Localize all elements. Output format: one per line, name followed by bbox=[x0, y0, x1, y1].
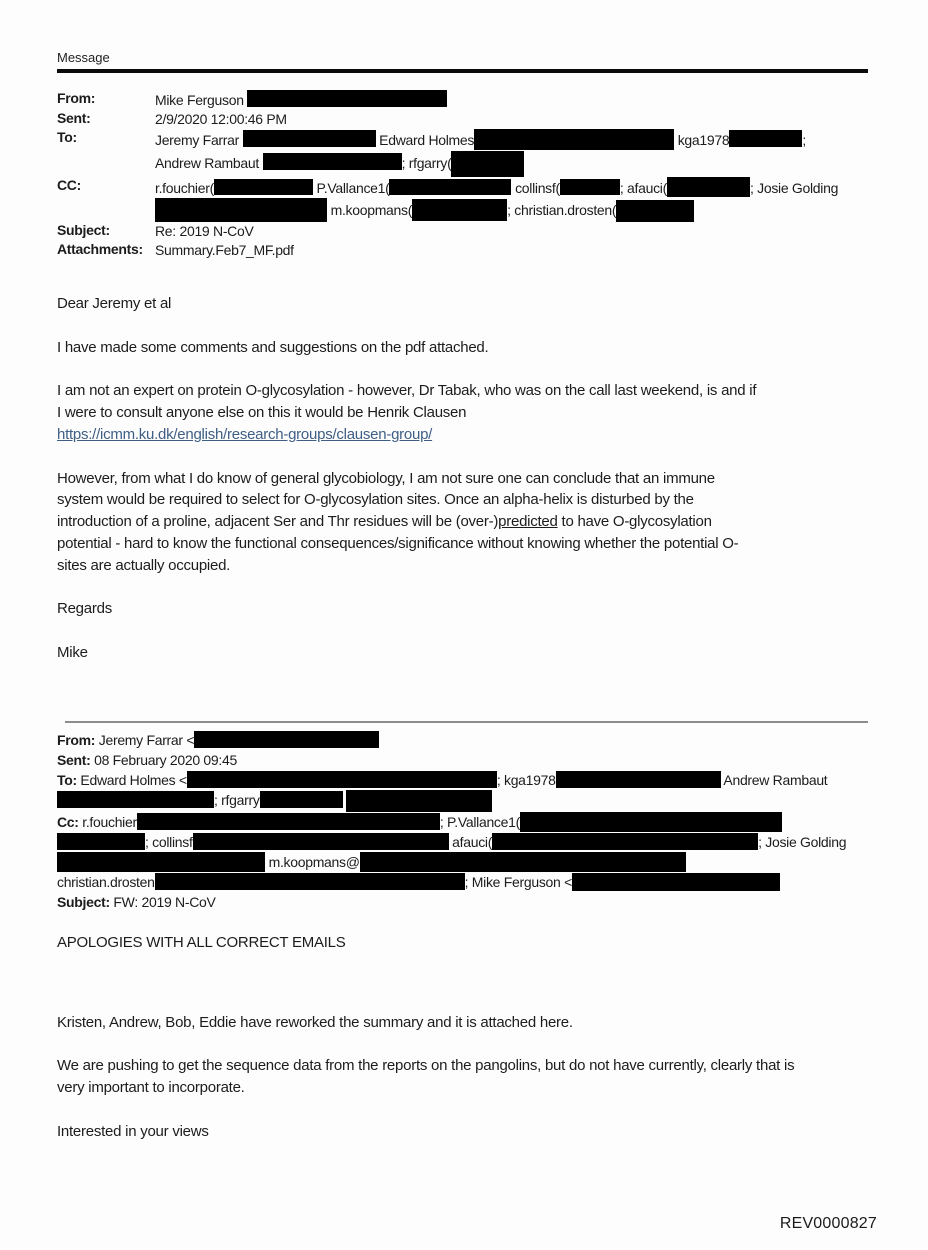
text-segment: ; afauci( bbox=[619, 179, 667, 196]
email1-paragraph-3 bbox=[57, 468, 868, 577]
redaction-bar bbox=[260, 791, 343, 808]
text-segment: I am not an expert on protein O-glycosylation - however, Dr Tabak, who was on the call last weekend, is and if bbox=[57, 382, 757, 400]
text-segment: FW: 2019 N-CoV bbox=[113, 893, 216, 910]
text-segment: Andrew Rambaut bbox=[155, 154, 263, 171]
text-segment: potential - hard to know the functional consequences/significance without knowing whether the potential O- bbox=[57, 534, 739, 552]
redaction-bar bbox=[556, 771, 721, 788]
message-header-rule bbox=[57, 69, 868, 73]
text-segment: Summary.Feb7_MF.pdf bbox=[155, 242, 294, 259]
text-line bbox=[57, 892, 868, 912]
header-field-value bbox=[155, 241, 868, 260]
header-row bbox=[57, 222, 868, 241]
email1-paragraph-1 bbox=[57, 337, 868, 359]
redaction-bar bbox=[616, 200, 694, 222]
field-label: Cc: bbox=[57, 813, 83, 830]
text-segment: to have O-glycosylation bbox=[557, 513, 712, 531]
redaction-bar bbox=[451, 151, 524, 177]
clausen-group-link[interactable]: https://icmm.ku.dk/english/research-groups/clausen-group/ bbox=[57, 426, 433, 443]
header-row bbox=[57, 241, 868, 260]
redaction-bar bbox=[492, 833, 758, 850]
text-segment: Edward Holmes < bbox=[80, 771, 187, 788]
redaction-bar bbox=[194, 731, 379, 748]
header-row bbox=[57, 177, 868, 222]
redaction-bar bbox=[57, 791, 214, 808]
text-line bbox=[57, 402, 868, 424]
text-segment: Jeremy Farrar < bbox=[98, 731, 195, 748]
header-field-value bbox=[155, 129, 868, 176]
text-line bbox=[57, 852, 868, 872]
underlined-text: predicted bbox=[498, 513, 558, 531]
header-field-label: From: bbox=[57, 90, 96, 106]
text-segment: ; bbox=[802, 132, 806, 149]
text-segment: Mike bbox=[57, 643, 88, 661]
text-segment: APOLOGIES WITH ALL CORRECT EMAILS bbox=[57, 933, 346, 951]
text-segment: r.fouchier bbox=[82, 813, 137, 830]
text-line bbox=[57, 598, 868, 620]
text-line bbox=[57, 872, 868, 892]
text-segment: ; Josie Golding bbox=[758, 833, 847, 850]
text-line bbox=[57, 790, 868, 812]
text-segment: very important to incorporate. bbox=[57, 1078, 245, 1096]
header-field-value bbox=[155, 110, 868, 129]
text-segment: Dear Jeremy et al bbox=[57, 295, 172, 313]
text-line bbox=[57, 750, 868, 770]
header-field-label: Subject: bbox=[57, 221, 110, 238]
text-line bbox=[57, 642, 868, 664]
text-line bbox=[155, 198, 868, 222]
text-line bbox=[57, 489, 868, 511]
redaction-bar bbox=[243, 130, 376, 147]
header-row bbox=[57, 90, 868, 110]
text-line bbox=[155, 222, 868, 241]
text-line bbox=[155, 177, 868, 198]
header-field-value bbox=[155, 90, 868, 110]
text-segment: collinsf( bbox=[511, 179, 560, 196]
redaction-bar bbox=[137, 813, 440, 830]
redaction-bar bbox=[572, 873, 780, 891]
text-line bbox=[57, 1077, 868, 1099]
header-field-label: To: bbox=[57, 129, 77, 146]
text-segment: ; kga1978 bbox=[496, 771, 556, 788]
text-line bbox=[57, 832, 868, 852]
text-segment: Mike Ferguson bbox=[155, 92, 248, 108]
header-row bbox=[57, 110, 868, 129]
text-segment: ; P.Vallance1( bbox=[439, 813, 520, 830]
text-line bbox=[57, 730, 868, 750]
text-segment: We are pushing to get the sequence data from the reports on the pangolins, but do not have currently, clearly that is bbox=[57, 1057, 795, 1075]
text-segment: ; rfgarry( bbox=[401, 154, 452, 171]
text-line bbox=[57, 812, 868, 832]
header-field-label: Sent: bbox=[57, 110, 91, 127]
email1-body bbox=[57, 293, 868, 664]
redaction-bar bbox=[729, 130, 802, 147]
bates-number: REV0000827 bbox=[779, 1215, 877, 1232]
text-line bbox=[155, 90, 868, 110]
email1-paragraph-2 bbox=[57, 380, 868, 445]
header-field-label: Attachments: bbox=[57, 241, 143, 258]
text-segment: ; Josie Golding bbox=[749, 179, 839, 196]
text-line bbox=[57, 380, 868, 402]
text-segment: Interested in your views bbox=[57, 1122, 209, 1140]
text-segment: I were to consult anyone else on this it would be Henrik Clausen bbox=[57, 404, 467, 422]
redaction-bar bbox=[193, 833, 449, 850]
text-line bbox=[57, 555, 868, 577]
text-line bbox=[57, 1012, 868, 1034]
email1-header bbox=[57, 90, 868, 260]
text-segment: However, from what I do know of general glycobiology, I am not sure one can conclude that an immune bbox=[57, 469, 715, 487]
text-segment: ; christian.drosten( bbox=[507, 201, 617, 218]
text-segment: kga1978 bbox=[674, 132, 730, 149]
text-segment: christian.drosten bbox=[57, 873, 155, 890]
text-segment: introduction of a proline, adjacent Ser and Thr residues will be (over-) bbox=[57, 513, 499, 531]
text-segment: m.koopmans( bbox=[327, 201, 413, 218]
redaction-bar bbox=[560, 179, 620, 195]
text-segment: 08 February 2020 09:45 bbox=[94, 751, 237, 768]
text-segment: I have made some comments and suggestions on the pdf attached. bbox=[57, 338, 489, 356]
text-line bbox=[155, 110, 868, 129]
email2-paragraph-1 bbox=[57, 1012, 868, 1034]
text-line bbox=[57, 293, 868, 315]
email2-body bbox=[57, 932, 868, 1143]
text-segment: Kristen, Andrew, Bob, Eddie have reworked the summary and it is attached here. bbox=[57, 1013, 573, 1031]
text-segment: Edward Holmes bbox=[375, 132, 475, 149]
header-row bbox=[57, 129, 868, 176]
text-segment: system would be required to select for O-glycosylation sites. Once an alpha-helix is disturbed by the bbox=[57, 491, 694, 509]
field-label: To: bbox=[57, 771, 81, 788]
text-segment: r.fouchier( bbox=[155, 179, 214, 196]
text-segment: Re: 2019 N-CoV bbox=[155, 222, 254, 239]
email1-closing bbox=[57, 598, 868, 620]
text-line bbox=[57, 511, 868, 533]
text-segment: Jeremy Farrar bbox=[155, 132, 243, 149]
text-line bbox=[57, 770, 868, 790]
document-page bbox=[0, 50, 928, 1250]
text-line bbox=[57, 1055, 868, 1077]
text-line bbox=[57, 424, 868, 446]
redaction-bar bbox=[360, 852, 686, 872]
text-line bbox=[57, 337, 868, 359]
text-segment: Regards bbox=[57, 600, 112, 618]
text-segment: P.Vallance1( bbox=[312, 179, 390, 196]
text-line bbox=[155, 151, 868, 177]
redaction-bar bbox=[214, 179, 313, 195]
email1-signature bbox=[57, 642, 868, 664]
text-line bbox=[57, 932, 868, 954]
text-line bbox=[57, 533, 868, 555]
email2-paragraph-2 bbox=[57, 1055, 868, 1099]
header-field-value bbox=[155, 177, 868, 222]
text-line bbox=[155, 129, 868, 150]
redaction-bar bbox=[263, 153, 402, 170]
email2-header bbox=[57, 730, 868, 912]
redaction-bar bbox=[474, 129, 674, 150]
text-segment: Andrew Rambaut bbox=[720, 771, 828, 788]
message-tab-label: Message bbox=[57, 50, 110, 65]
text-segment: ; Mike Ferguson < bbox=[464, 873, 572, 890]
email2-paragraph-3 bbox=[57, 1121, 868, 1143]
header-field-label: CC: bbox=[57, 176, 81, 193]
email2-apologies-line bbox=[57, 932, 868, 954]
text-segment: afauci( bbox=[448, 833, 493, 850]
redaction-bar bbox=[346, 790, 492, 812]
redaction-bar bbox=[57, 833, 145, 850]
text-line bbox=[57, 1121, 868, 1143]
text-segment: ; collinsf bbox=[145, 833, 193, 850]
redaction-bar bbox=[247, 90, 447, 107]
text-line bbox=[57, 468, 868, 490]
redaction-bar bbox=[667, 177, 750, 197]
text-segment: m.koopmans@ bbox=[265, 853, 360, 870]
redaction-bar bbox=[155, 198, 327, 222]
text-segment: sites are actually occupied. bbox=[57, 556, 231, 574]
redaction-bar bbox=[412, 199, 507, 221]
redaction-bar bbox=[57, 852, 265, 872]
redaction-bar bbox=[389, 179, 511, 195]
field-label: Subject: bbox=[57, 893, 114, 910]
text-segment: ; rfgarry bbox=[214, 791, 260, 808]
text-line bbox=[155, 241, 868, 260]
email1-greeting bbox=[57, 293, 868, 315]
header-field-value bbox=[155, 222, 868, 241]
email-separator-rule bbox=[65, 721, 868, 723]
redaction-bar bbox=[520, 812, 782, 832]
field-label: Sent: bbox=[57, 751, 95, 768]
text-segment: 2/9/2020 12:00:46 PM bbox=[155, 111, 287, 128]
redaction-bar bbox=[155, 873, 465, 890]
redaction-bar bbox=[187, 771, 497, 788]
field-label: From: bbox=[57, 731, 99, 748]
